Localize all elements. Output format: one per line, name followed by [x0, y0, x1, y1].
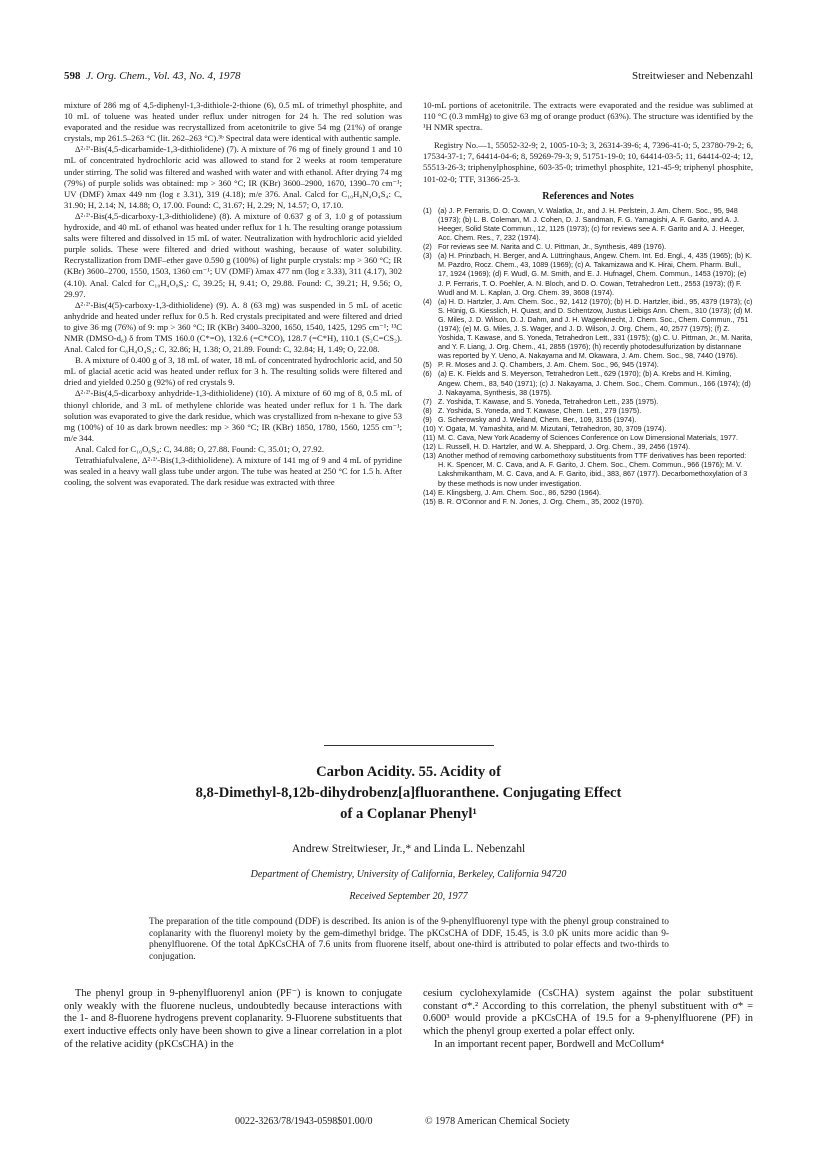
ref-number: (8) — [423, 405, 432, 415]
right-column — [423, 100, 753, 506]
abstract: The preparation of the title compound (DDF) is described. Its anion is of the 9-phenylfluorenyl type with the phenyl group constrained to coplanarity with the fluorenyl moiety by the gem-dimethyl bridge. The pKCsCHA of DDF, 15.45, is 3.0 pK units more acidic than 9-phenylfluorene. Of the total ΔpKCsCHA of 7.6 units from fluorene itself, about one-third is attributed to polar effects and two-thirds to conjugation. — [149, 917, 669, 962]
left-column — [64, 100, 402, 488]
footer-code: 0022-3263/78/1943-0598$01.00/0 — [235, 1116, 373, 1127]
right-col-intro: 10-mL portions of acetonitrile. The extracts were evaporated and the residue was sublimed at 110 °C (0.3 mmHg) to give 63 mg of orange product (63%). The structure was identified by the ¹H NMR spectra. — [423, 100, 753, 133]
reference-item — [423, 488, 753, 497]
ref-text: B. R. O'Connor and F. N. Jones, J. Org. Chem., 35, 2002 (1970). — [438, 496, 644, 506]
page-number: 598 — [64, 70, 81, 82]
ref-number: (10) — [423, 424, 436, 433]
ref-number: (13) — [423, 451, 436, 461]
ref-number: (2) — [423, 242, 432, 252]
ref-number: (7) — [423, 396, 432, 406]
ref-text: G. Scherowsky and J. Weiland, Chem. Ber., 109, 3155 (1974). — [438, 414, 637, 424]
ref-number: (4) — [423, 296, 432, 306]
ref-number: (5) — [423, 360, 432, 370]
para-10-anal: Anal. Calcd for C₁₀O₆S₄: C, 34.88; O, 27.88. Found: C, 35.01; O, 27.92. — [75, 443, 325, 454]
ref-text: (a) J. P. Ferraris, D. O. Cowan, V. Walatka, Jr., and J. H. Perlstein, J. Am. Chem. Soc., 95, 948 (1973); (b) L. B. Coleman, M. J. Cohen, D. J. Sandman, F. G. Yamagishi, A. F. Garito, and A. J. Heeger, Solid State Commun., 12, 1125 (1973); (c) for reviews see A. F. Garito and A. J. Heeger, Acc. Chem. Res., 7, 232 (1974). — [438, 205, 745, 243]
ref-text: (a) H. D. Hartzler, J. Am. Chem. Soc., 92, 1412 (1970); (b) H. D. Hartzler, ibid., 95, 4379 (1973); (c) S. Hünig, G. Kiesslich, H. Quast, and D. Schentzow, Justus Liebigs Ann. Chem., 310 (1973); (d) M. G. Miles, J. D. Wilson, D. J. Dahm, and J. H. Wagenknecht, J. Chem. Soc., Chem. Commun., 751 (1974); (e) M. G. Miles, J. S. Wager, and J. D. Wilson, J. Org. Chem., 40, 2577 (1975); (f) Z. Yoshida, T. Kawase, and S. Yoneda, Tetrahedron Lett., 331 (1975); (g) C. U. Pittman, Jr., M. Narita, and Y. F. Liang, J. Org. Chem., 41, 2855 (1976); (h) recently photodesulfurization by distannane was reported by Y. Ueno, A. Nakayama and M. Okawara, J. Am. Chem. Soc., 98, 7440 (1976). — [438, 296, 753, 361]
reference-item — [423, 369, 753, 396]
ref-text: M. C. Cava, New York Academy of Sciences Conference on Low Dimensional Materials, 1977. — [438, 433, 739, 443]
reference-item — [423, 397, 753, 406]
title-line-2: 8,8-Dimethyl-8,12b-dihydrobenz[a]fluoranthene. Conjugating Effect — [195, 785, 622, 801]
ref-text: (a) H. Prinzbach, H. Berger, and A. Lüttringhaus, Angew. Chem. Int. Ed. Engl., 4, 435 (1965); (b) K. M. Pazdro, Rocz. Chem., 43, 1089 (1969); (c) A. Takamizawa and K. Hirai, Chem. Pharm. Bull., 17, 1924 (1969); (d) F. Wudl, G. M. Smith, and E. J. Hufnagel, Chem. Commun., 1453 (1970); (e) J. P. Ferraris, T. O. Poehler, A. N. Bloch, and D. O. Cowan, Tetrahedron Lett., 2553 (1973); (f) F. Wudl and M. L. Kaplan, J. Org. Chem. 39, 3608 (1974). — [438, 251, 753, 297]
ref-number: (15) — [423, 496, 436, 506]
reference-item — [423, 206, 753, 242]
para-6: mixture of 286 mg of 4,5-diphenyl-1,3-dithiole-2-thione (6), 0.5 mL of trimethyl phosphite, and 10 mL of toluene was heated under reflux under nitrogen for 24 h. The red solution was evaporated and the residue was recrystallized from acetonitrile to give 54 mg (21%) of orange crystals, mp 261.5–263 °C (lit. 262–263 °C).³ᵇ Spectral data were identical with authentic sample. — [64, 100, 402, 144]
ref-number: (14) — [423, 487, 436, 497]
reference-item — [423, 497, 753, 506]
article-authors: Andrew Streitwieser, Jr.,* and Linda L. Nebenzahl — [291, 843, 526, 855]
body-para-2: cesium cyclohexylamide (CsCHA) system against the polar substituent constant σ*.² According to this correlation, the phenyl substituent with σ* = 0.600³ would provide a pKCsCHA of 19.5 for a 9-phenylfluorene (PF) in which the phenyl group exerted a polar effect only. — [423, 988, 753, 1038]
body-para-3: In an important recent paper, Bordwell and McCollum⁴ — [434, 1038, 665, 1050]
reference-item — [423, 360, 753, 369]
body-left-column — [64, 988, 402, 1052]
ref-text: Z. Yoshida, T. Kawase, and S. Yoneda, Tetrahedron Lett., 235 (1975). — [438, 396, 659, 406]
reference-item — [423, 424, 753, 433]
reference-item — [423, 451, 753, 487]
body-right-column — [423, 988, 753, 1052]
para-ttf: Tetrathiafulvalene, Δ²·²′-Bis(1,3-dithiolidene). A mixture of 141 mg of 9 and 4 mL of pyridine was sealed in a heavy wall glass tube under argon. The tube was heated at 250 °C for 1.5 h. After cooling, the solvent was evaporated. The dark residue was extracted with three — [64, 455, 402, 488]
ref-text: E. Klingsberg, J. Am. Chem. Soc., 86, 5290 (1964). — [438, 487, 601, 497]
ref-text: Z. Yoshida, S. Yoneda, and T. Kawase, Chem. Lett., 279 (1975). — [438, 405, 642, 415]
para-9a: Δ²·²′-Bis(4(5)-carboxy-1,3-dithiolidene) (9). A. 8 (63 mg) was suspended in 5 mL of acetic anhydride and heated under reflux for 0.5 h. Red crystals precipitated and were filtered and dried to give 36 mg (76%) of 9: mp > 360 °C; IR (KBr) 3400–3200, 1650, 1540, 1425, 1295 cm⁻¹; ¹³C NMR (DMSO-d₆) δ from TMS 160.0 (C*=O), 132.6 (=C*CO), 128.7 (=C*H), 110.1 (S₂C=CS₂). Anal. Calcd for C₈H₄O₄S₄: C, 32.86; H, 1.38; O, 21.89. Found: C, 32.84; H, 1.49; O, 22.08. — [64, 299, 402, 355]
received-date: Received September 20, 1977 — [349, 891, 468, 902]
ref-text: P. R. Moses and J. Q. Chambers, J. Am. Chem. Soc., 96, 945 (1974). — [438, 360, 659, 370]
body-para-1: The phenyl group in 9-phenylfluorenyl anion (PF⁻) is known to conjugate only weakly with the fluorene nucleus, undoubtedly because interactions with the 1- and 8-fluorene hydrogens prevent coplanarity. 9-Fluorene substituents that exert inductive effects only have been shown to give a linear correlation in a plot of the relative acidity (pKCsCHA) in the — [64, 988, 402, 1050]
ref-text: Another method of removing carbomethoxy substituents from TTF derivatives has been reported: H. K. Spencer, M. C. Cava, and A. F. Garito, J. Chem. Soc., Chem. Commun., 966 (1976); M. V. Lakshmikantham, M. C. Cava, and A. F. Garito, ibid., 383, 867 (1977). Decarbomethoxylation of 3 by these methods is now under investigation. — [438, 451, 748, 488]
ref-number: (3) — [423, 251, 432, 261]
ref-text: For reviews see M. Narita and C. U. Pittman, Jr., Synthesis, 489 (1976). — [438, 242, 667, 252]
references-heading: References and Notes — [542, 190, 634, 202]
ref-text: Y. Ogata, M. Yamashita, and M. Mizutani, Tetrahedron, 30, 3709 (1974). — [438, 424, 667, 433]
ref-text: L. Russell, H. D. Hartzler, and W. A. Sheppard, J. Org. Chem., 39, 2456 (1974). — [438, 442, 691, 452]
journal-citation: J. Org. Chem., Vol. 43, No. 4, 1978 — [86, 70, 241, 82]
reference-item — [423, 442, 753, 451]
para-8: Δ²·²′-Bis(4,5-dicarboxy-1,3-dithiolidene) (8). A mixture of 0.637 g of 3, 1.0 g of potassium hydroxide, and 40 mL of ethanol was heated under reflux for 1 h. The resulting orange potassium salts were filtered and dissolved in 15 mL of water. Neutralization with hydrochloric acid yielded purple solids. These were filtered and dried without washing, because of water solubility. Recrystallization from DMF–ether gave 0.590 g (100%) of light purple crystals: mp > 360 °C; IR (KBr) 3600–2700, 1550, 1503, 1360 cm⁻¹; UV (DMF) λmax 477 nm (log ε 3.33), 311 (4.17), 302 (4.10). Anal. Calcd for C₁₀H₄O₈S₄: C, 39.25; H, 9.41; O, 29.88. Found: C, 39.21; H, 9.56; O, 29.97. — [64, 210, 402, 299]
ref-text: (a) E. K. Fields and S. Meyerson, Tetrahedron Lett., 629 (1970); (b) A. Krebs and H. Kimling, Angew. Chem., 83, 540 (1971); (c) J. Nakayama, J. Chem. Soc., Chem. Commun., 166 (1974); (d) J. Nakayama, Synthesis, 38 (1975). — [438, 369, 751, 397]
footer-copyright: © 1978 American Chemical Society — [425, 1116, 570, 1127]
ref-number: (11) — [423, 433, 436, 443]
reference-item — [423, 406, 753, 415]
reference-item — [423, 251, 753, 296]
title-line-3: of a Coplanar Phenyl¹ — [340, 806, 477, 822]
para-7: Δ²·²′-Bis(4,5-dicarbamide-1,3-dithiolidene) (7). A mixture of 76 mg of finely ground 1 and 10 mL of concentrated hydrochloric acid was allowed to stand for 2 weeks at room temperature under stirring. The solid was filtered and washed with water and with ethanol. After drying 74 mg (79%) of purple solids was obtained: mp > 360 °C; IR (KBr) 3600–2900, 1670, 1390–70 cm⁻¹; UV (DMF) λmax 449 nm (log ε 3.31), 319 (4.18); m/e 376. Anal. Calcd for C₁₀H₈N₄O₄S₄: C, 31.90; H, 2.14; N, 14.88; O, 17.00. Found: C, 31.67; H, 2.29; N, 14.57; O, 17.10. — [64, 144, 402, 210]
article-title — [64, 762, 753, 825]
para-9b: B. A mixture of 0.400 g of 3, 18 mL of water, 18 mL of concentrated hydrochloric acid, and 50 mL of glacial acetic acid was heated under reflux for 3 h. The resulting solids were filtered and dried and yielded 0.250 g (92%) of red crystals 9. — [64, 355, 402, 388]
title-line-1: Carbon Acidity. 55. Acidity of — [316, 764, 501, 780]
ref-number: (12) — [423, 442, 436, 452]
ref-number: (6) — [423, 369, 432, 379]
running-authors: Streitwieser and Nebenzahl — [632, 70, 753, 82]
reference-item — [423, 415, 753, 424]
reference-item — [423, 297, 753, 361]
reference-list — [423, 206, 753, 506]
section-divider — [324, 745, 494, 746]
reference-item — [423, 242, 753, 251]
ref-number: (1) — [423, 205, 432, 215]
para-10: Δ²·²′-Bis(4,5-dicarboxy anhydride-1,3-dithiolidene) (10). A mixture of 60 mg of 8, 0.5 mL of thionyl chloride, and 3 mL of methylene chloride was heated under reflux for 1 h. The dark solution was evaporated to give the dark residue, which was crystallized from n-hexane to give 53 mg (100%) of 10 as dark brown needles: mp > 360 °C; IR (KBr) 1850, 1780, 1560, 1255 cm⁻¹; m/e 344. — [64, 388, 402, 443]
reference-item — [423, 433, 753, 442]
registry-numbers: Registry No.—1, 55052-32-9; 2, 1005-10-3; 3, 26314-39-6; 4, 7396-41-0; 5, 23780-79-2; 6, 17534-37-1; 7, 64414-04-6; 8, 59269-79-3; 9, 51751-19-0; 10, 64414-03-5; 11, 64414-02-4; 12, 55513-26-3; triphenylphosphine, 603-35-0; trimethyl phosphite, 121-45-9; triphenyl phosphite, 101-02-0; TTF, 31366-25-3. — [423, 140, 753, 184]
ref-number: (9) — [423, 414, 432, 424]
affiliation: Department of Chemistry, University of California, Berkeley, California 94720 — [250, 869, 567, 880]
